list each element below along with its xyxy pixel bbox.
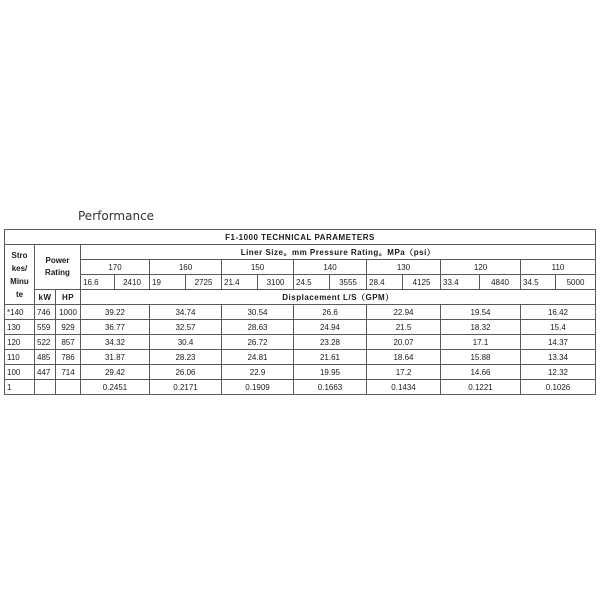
displacement-cell: 32.57 bbox=[150, 320, 222, 335]
displacement-cell: 26.72 bbox=[222, 335, 294, 350]
kw-cell: 447 bbox=[35, 365, 56, 380]
displacement-cell: 0.1026 bbox=[521, 380, 596, 395]
displacement-cell: 12.32 bbox=[521, 365, 596, 380]
displacement-cell: 22.94 bbox=[367, 305, 441, 320]
strokes-per-minute-header: Stro kes/ Minu te bbox=[5, 245, 35, 305]
displacement-cell: 31.87 bbox=[81, 350, 150, 365]
strokes-cell: 120 bbox=[5, 335, 35, 350]
liner-size-cell: 120 bbox=[441, 260, 521, 275]
displacement-cell: 29.42 bbox=[81, 365, 150, 380]
pressure-mpa-cell: 16.6 bbox=[81, 275, 115, 290]
pressure-mpa-cell: 33.4 bbox=[441, 275, 480, 290]
kw-cell: 485 bbox=[35, 350, 56, 365]
displacement-cell: 14.37 bbox=[521, 335, 596, 350]
liner-size-header: Liner Size。mm Pressure Rating。MPa（psi） bbox=[81, 245, 596, 260]
hp-cell: 714 bbox=[56, 365, 81, 380]
displacement-cell: 39.22 bbox=[81, 305, 150, 320]
displacement-cell: 14.66 bbox=[441, 365, 521, 380]
table-title: F1-1000 TECHNICAL PARAMETERS bbox=[5, 230, 596, 245]
liner-size-cell: 110 bbox=[521, 260, 596, 275]
strokes-cell: 1 bbox=[5, 380, 35, 395]
page-heading: Performance bbox=[78, 209, 155, 223]
table-title-row bbox=[5, 230, 596, 245]
hp-header: HP bbox=[56, 290, 81, 305]
table-row bbox=[5, 380, 596, 395]
displacement-cell: 15.88 bbox=[441, 350, 521, 365]
hp-cell bbox=[56, 380, 81, 395]
kw-header: kW bbox=[35, 290, 56, 305]
strokes-cell: 110 bbox=[5, 350, 35, 365]
strokes-cell: 130 bbox=[5, 320, 35, 335]
strokes-cell: *140 bbox=[5, 305, 35, 320]
displacement-cell: 34.74 bbox=[150, 305, 222, 320]
pressure-psi-cell: 4840 bbox=[480, 275, 521, 290]
displacement-cell: 16.42 bbox=[521, 305, 596, 320]
displacement-cell: 22.9 bbox=[222, 365, 294, 380]
displacement-cell: 21.5 bbox=[367, 320, 441, 335]
table-row bbox=[5, 335, 596, 350]
displacement-cell: 18.32 bbox=[441, 320, 521, 335]
pressure-psi-cell: 3100 bbox=[258, 275, 294, 290]
technical-parameters-table bbox=[4, 229, 596, 395]
displacement-cell: 23.28 bbox=[294, 335, 367, 350]
unit-header-row bbox=[5, 290, 596, 305]
displacement-cell: 28.63 bbox=[222, 320, 294, 335]
hp-cell: 929 bbox=[56, 320, 81, 335]
displacement-cell: 19.95 bbox=[294, 365, 367, 380]
displacement-cell: 18.64 bbox=[367, 350, 441, 365]
table-row bbox=[5, 365, 596, 380]
strokes-cell: 100 bbox=[5, 365, 35, 380]
kw-cell: 746 bbox=[35, 305, 56, 320]
pressure-psi-cell: 4125 bbox=[403, 275, 441, 290]
kw-cell bbox=[35, 380, 56, 395]
displacement-cell: 19.54 bbox=[441, 305, 521, 320]
pressure-mpa-cell: 24.5 bbox=[294, 275, 330, 290]
pressure-mpa-cell: 28.4 bbox=[367, 275, 403, 290]
hp-cell: 786 bbox=[56, 350, 81, 365]
displacement-cell: 13.34 bbox=[521, 350, 596, 365]
displacement-cell: 26.6 bbox=[294, 305, 367, 320]
liner-size-row bbox=[5, 260, 596, 275]
displacement-cell: 17.1 bbox=[441, 335, 521, 350]
displacement-cell: 0.1221 bbox=[441, 380, 521, 395]
displacement-cell: 17.2 bbox=[367, 365, 441, 380]
displacement-cell: 34.32 bbox=[81, 335, 150, 350]
pressure-psi-cell: 3555 bbox=[330, 275, 367, 290]
displacement-header: Displacement L/S（GPM） bbox=[81, 290, 596, 305]
kw-cell: 522 bbox=[35, 335, 56, 350]
displacement-cell: 28.23 bbox=[150, 350, 222, 365]
displacement-cell: 24.81 bbox=[222, 350, 294, 365]
displacement-cell: 36.77 bbox=[81, 320, 150, 335]
pressure-psi-cell: 2410 bbox=[115, 275, 150, 290]
pressure-psi-cell: 5000 bbox=[556, 275, 596, 290]
pressure-rating-row bbox=[5, 275, 596, 290]
displacement-cell: 0.1909 bbox=[222, 380, 294, 395]
liner-size-cell: 140 bbox=[294, 260, 367, 275]
displacement-cell: 30.54 bbox=[222, 305, 294, 320]
pressure-mpa-cell: 19 bbox=[150, 275, 186, 290]
displacement-cell: 24.94 bbox=[294, 320, 367, 335]
displacement-cell: 26.06 bbox=[150, 365, 222, 380]
liner-size-cell: 160 bbox=[150, 260, 222, 275]
displacement-cell: 15.4 bbox=[521, 320, 596, 335]
kw-cell: 559 bbox=[35, 320, 56, 335]
liner-size-cell: 130 bbox=[367, 260, 441, 275]
displacement-cell: 30.4 bbox=[150, 335, 222, 350]
liner-size-cell: 150 bbox=[222, 260, 294, 275]
table-row bbox=[5, 350, 596, 365]
displacement-cell: 0.1434 bbox=[367, 380, 441, 395]
pressure-mpa-cell: 21.4 bbox=[222, 275, 258, 290]
displacement-cell: 0.2451 bbox=[81, 380, 150, 395]
displacement-cell: 21.61 bbox=[294, 350, 367, 365]
table-row bbox=[5, 320, 596, 335]
liner-header-row bbox=[5, 245, 596, 260]
pressure-psi-cell: 2725 bbox=[186, 275, 222, 290]
displacement-cell: 20.07 bbox=[367, 335, 441, 350]
table-row bbox=[5, 305, 596, 320]
power-rating-header: Power Rating bbox=[35, 245, 81, 290]
hp-cell: 1000 bbox=[56, 305, 81, 320]
hp-cell: 857 bbox=[56, 335, 81, 350]
displacement-cell: 0.2171 bbox=[150, 380, 222, 395]
displacement-cell: 0.1663 bbox=[294, 380, 367, 395]
liner-size-cell: 170 bbox=[81, 260, 150, 275]
pressure-mpa-cell: 34.5 bbox=[521, 275, 556, 290]
